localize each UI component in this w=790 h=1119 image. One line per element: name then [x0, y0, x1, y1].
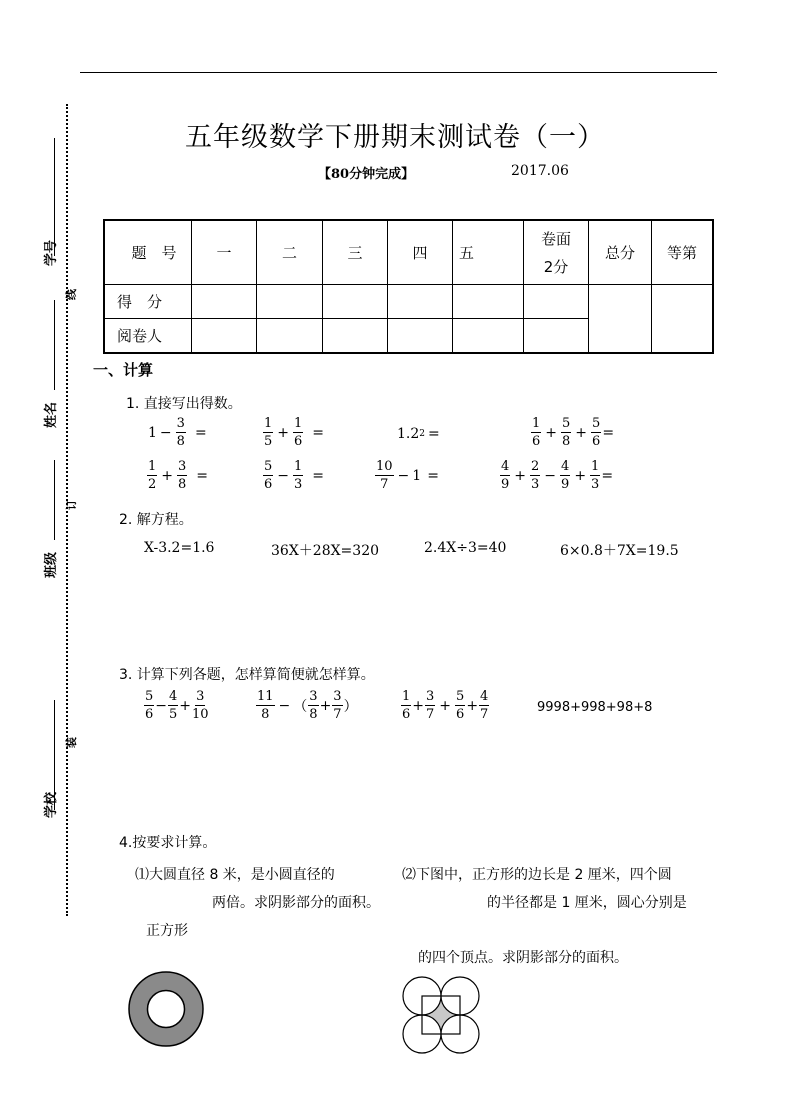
name-label: 姓名: [44, 401, 59, 428]
fraction: [147, 460, 157, 491]
q1a-int: 1: [148, 424, 157, 441]
q3-expr-b: [255, 690, 358, 721]
exponent: 2: [419, 429, 425, 439]
denominator: 9: [561, 477, 570, 492]
plus-sign: +: [439, 697, 452, 714]
numerator: 1: [294, 416, 303, 431]
numerator: 5: [592, 416, 601, 431]
q4-part2-line1: ⑵下图中，正方形的边长是 2 厘米，四个圆: [402, 867, 672, 883]
row-label-reviewer: 阅卷人: [104, 319, 192, 354]
numerator: 1: [264, 416, 273, 431]
denominator: 6: [264, 477, 273, 492]
numerator: 4: [480, 689, 489, 704]
reviewer-cell[interactable]: [453, 319, 524, 354]
header-cell: 二: [257, 220, 323, 285]
numerator: 3: [426, 689, 435, 704]
q3-expr-a: [143, 690, 210, 721]
page-title: 五年级数学下册期末测试卷（一）: [185, 122, 605, 153]
denominator: 2: [148, 477, 157, 492]
fraction: [530, 460, 540, 491]
plus-sign: +: [466, 697, 479, 714]
numerator: 11: [257, 689, 274, 704]
equals-sign: =: [194, 424, 207, 441]
integer: 1: [412, 467, 422, 484]
denominator: 3: [531, 477, 540, 492]
denominator: 7: [426, 707, 435, 722]
q3-label: 3. 计算下列各题，怎样算简便就怎样算。: [119, 667, 375, 683]
fraction: [531, 417, 541, 448]
denominator: 8: [178, 477, 187, 492]
numerator: 3: [196, 689, 205, 704]
grade-cell[interactable]: [652, 285, 714, 354]
numerator: 5: [264, 459, 273, 474]
fraction: [293, 460, 303, 491]
numerator: 4: [169, 689, 178, 704]
reviewer-cell[interactable]: [192, 319, 257, 354]
numerator: 3: [309, 689, 318, 704]
numerator: 1: [402, 689, 411, 704]
denominator: 7: [380, 477, 389, 492]
student-no-line: [54, 138, 55, 256]
header-cell: 等第: [652, 220, 714, 285]
denominator: 3: [591, 477, 600, 492]
binding-mark-xian: 线: [65, 289, 78, 300]
header-cell: 五: [453, 220, 524, 285]
numerator: 4: [501, 459, 510, 474]
denominator: 8: [261, 707, 270, 722]
appearance-label: 卷面: [540, 229, 571, 248]
score-cell[interactable]: [524, 285, 589, 319]
q2-equation: 2.4X÷3=40: [424, 540, 507, 556]
plus-sign: +: [161, 467, 174, 484]
q1-expr-e: [146, 460, 211, 491]
q1-expr-g: [374, 460, 442, 491]
student-no-label: 学号: [44, 239, 59, 266]
score-table: [103, 219, 714, 354]
time-limit: 【80分钟完成】: [318, 167, 415, 182]
equals-sign: =: [427, 467, 439, 484]
reviewer-cell[interactable]: [524, 319, 589, 354]
q1a-op: −: [159, 424, 172, 441]
denominator: 6: [402, 707, 411, 722]
equals-sign: =: [601, 467, 614, 484]
q3-expr-d: 9998+998+98+8: [537, 700, 653, 715]
fraction: [176, 417, 186, 448]
school-label: 学校: [44, 791, 59, 818]
denominator: 5: [169, 707, 178, 722]
q1-expr-h: [499, 460, 613, 491]
numerator: 1: [148, 459, 157, 474]
fraction: [308, 690, 318, 721]
minus-sign: −: [155, 697, 168, 714]
fraction: [256, 690, 275, 721]
plus-sign: +: [575, 424, 588, 441]
q4-part2-line2: 的半径都是 1 厘米，圆心分别是: [487, 895, 687, 911]
denominator: 6: [294, 434, 303, 449]
header-rule: [80, 72, 717, 73]
numerator: 5: [456, 689, 465, 704]
numerator: 1: [591, 459, 600, 474]
numerator: 3: [176, 416, 185, 431]
fraction: [168, 690, 178, 721]
denominator: 7: [333, 707, 342, 722]
denominator: 6: [532, 434, 541, 449]
q4-part1-line2: 两倍。求阴影部分的面积。: [212, 895, 380, 911]
fraction: [192, 690, 209, 721]
fraction: [561, 417, 571, 448]
fraction: [425, 690, 435, 721]
denominator: 7: [480, 707, 489, 722]
q4-label: 4.按要求计算。: [119, 835, 217, 851]
q1-expr-a: [148, 417, 210, 448]
equals-sign: =: [312, 424, 325, 441]
score-cell[interactable]: [257, 285, 323, 319]
fraction: [401, 690, 411, 721]
annulus-figure: [126, 969, 206, 1049]
score-cell[interactable]: [453, 285, 524, 319]
q2-label: 2. 解方程。: [119, 512, 193, 528]
numerator: 3: [333, 689, 342, 704]
right-paren: ）: [343, 698, 358, 715]
name-line: [54, 300, 55, 390]
q3-expr-c: [400, 690, 490, 721]
equals-sign: =: [602, 424, 615, 441]
denominator: 6: [456, 707, 465, 722]
class-label: 班级: [44, 551, 59, 578]
left-paren: （: [293, 698, 308, 715]
plus-sign: +: [514, 467, 527, 484]
denominator: 8: [176, 434, 185, 449]
q1-expr-c: [397, 426, 443, 442]
base: 1.2: [397, 426, 420, 442]
q4-part1-line1: ⑴大圆直径 8 米，是小圆直径的: [135, 867, 335, 883]
fraction: [263, 417, 273, 448]
fraction: [332, 690, 342, 721]
denominator: 10: [192, 707, 209, 722]
binding-mark-zhuang: 装: [65, 737, 78, 748]
header-cell: 题 号: [104, 220, 192, 285]
total-score-cell[interactable]: [589, 285, 652, 354]
denominator: 8: [562, 434, 571, 449]
exam-date: 2017.06: [511, 163, 569, 179]
q1-label: 1. 直接写出得数。: [126, 396, 242, 412]
fraction: [500, 460, 510, 491]
fraction: [455, 690, 465, 721]
minus-sign: −: [278, 697, 291, 714]
minus-sign: −: [277, 467, 290, 484]
row-label-score: 得 分: [104, 285, 192, 319]
binding-mark-ding: 订: [65, 499, 78, 510]
score-cell[interactable]: [323, 285, 388, 319]
score-cell[interactable]: [192, 285, 257, 319]
numerator: 5: [145, 689, 154, 704]
section-heading-calc: 一、计算: [93, 361, 154, 379]
fraction: [590, 460, 600, 491]
minus-sign: −: [544, 467, 557, 484]
denominator: 6: [145, 707, 154, 722]
q4-part2-line3: 正方形: [146, 923, 188, 939]
numerator: 3: [178, 459, 187, 474]
appearance-points: 2分: [543, 257, 569, 276]
fraction: [560, 460, 570, 491]
q2-equation: 6×0.8＋7X=19.5: [560, 543, 679, 559]
equals-sign: =: [312, 467, 325, 484]
plus-sign: +: [574, 467, 587, 484]
numerator: 10: [376, 459, 393, 474]
plus-sign: +: [179, 697, 192, 714]
q1-expr-f: [262, 460, 327, 491]
fraction: [263, 460, 273, 491]
denominator: 8: [309, 707, 318, 722]
header-cell: 四: [388, 220, 453, 285]
square-circles-figure: [399, 973, 483, 1057]
denominator: 6: [592, 434, 601, 449]
fraction: [177, 460, 187, 491]
reviewer-cell[interactable]: [257, 319, 323, 354]
plus-sign: +: [319, 697, 332, 714]
denominator: 3: [294, 477, 303, 492]
q1-expr-d: [530, 417, 614, 448]
reviewer-cell[interactable]: [323, 319, 388, 354]
binding-dotted-line: [66, 104, 68, 916]
q2-equation: X-3.2=1.6: [144, 540, 215, 556]
plus-sign: +: [412, 697, 425, 714]
header-cell: 三: [323, 220, 388, 285]
score-cell[interactable]: [388, 285, 453, 319]
denominator: 9: [501, 477, 510, 492]
numerator: 1: [532, 416, 541, 431]
numerator: 4: [561, 459, 570, 474]
class-line: [54, 460, 55, 540]
fraction: [591, 417, 601, 448]
numerator: 1: [294, 459, 303, 474]
equals-sign: =: [196, 467, 209, 484]
equals-sign: =: [428, 426, 440, 442]
header-cell-appearance: [524, 220, 589, 285]
reviewer-cell[interactable]: [388, 319, 453, 354]
fraction: [479, 690, 489, 721]
fraction: [144, 690, 154, 721]
numerator: 2: [531, 459, 540, 474]
plus-sign: +: [545, 424, 558, 441]
minus-sign: −: [397, 467, 410, 484]
numerator: 5: [562, 416, 571, 431]
fraction: [375, 460, 394, 491]
q2-equation: 36X＋28X=320: [271, 543, 380, 559]
header-cell: 总分: [589, 220, 652, 285]
denominator: 5: [264, 434, 273, 449]
fraction: [293, 417, 303, 448]
header-cell: 一: [192, 220, 257, 285]
plus-sign: +: [277, 424, 290, 441]
q4-part2-line4: 的四个顶点。求阴影部分的面积。: [418, 950, 628, 966]
q1-expr-b: [262, 417, 327, 448]
